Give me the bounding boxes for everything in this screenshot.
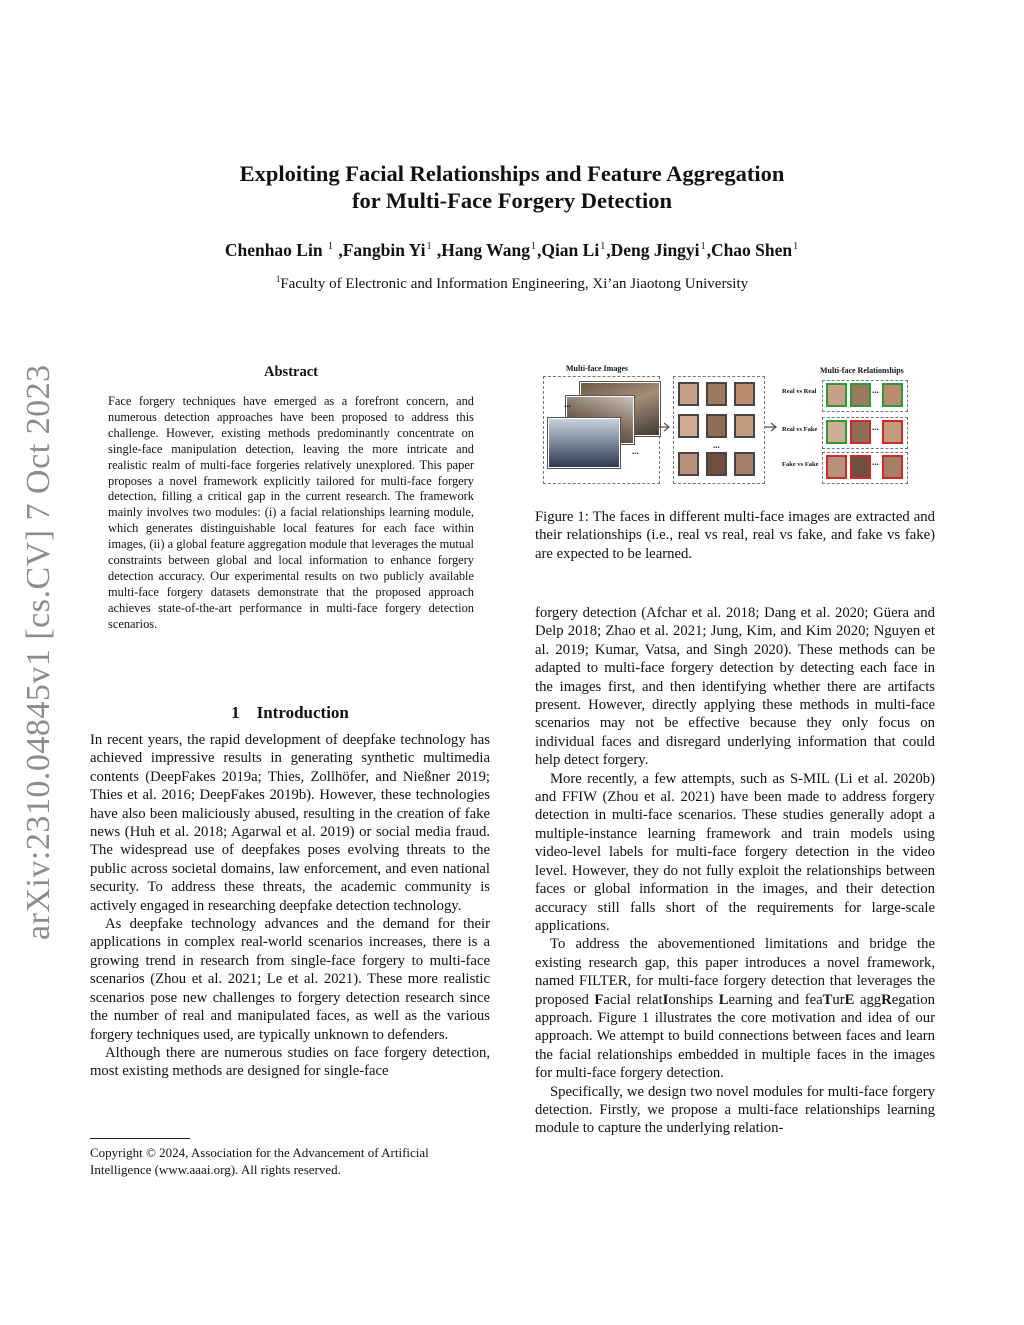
acronym-letter-l: L [718,991,729,1008]
acronym-letter-i: I [662,991,669,1008]
face-thumb [706,382,727,406]
face-thumb [734,414,755,438]
face-thumb [734,452,755,476]
arrow-right-icon [765,422,779,432]
right-paragraph-3: Specifically, we design two novel modules for multi-face forgery detection. Firstly, we propose a multi-face relationships learning module to capture the underlying relation- [535,1083,935,1137]
author-4-affil: 1 [600,241,606,252]
affiliation-text: Faculty of Electronic and Information Engineering, Xi’an Jiaotong University [280,276,749,292]
group-photo-1 [548,418,620,468]
ellipsis-2: ... [632,446,639,456]
author-2-affil: 1 [426,241,432,252]
abstract-heading: Abstract [264,364,318,380]
intro-paragraph-3: Although there are numerous studies on face forgery detection, most existing methods are designed for single-face [90,1044,490,1080]
author-list [0,240,1024,261]
section-heading-introduction [90,703,490,723]
affiliation [0,274,1024,293]
right-column [535,604,935,1138]
copyright-footnote [90,1144,490,1178]
author-3: ,Hang Wang [436,240,530,260]
author-3-affil: 1 [530,241,536,252]
affiliation-mark: 1 [275,274,281,284]
arxiv-identifier: arXiv:2310.04845v1 [cs.CV] 7 Oct 2023 [20,364,57,940]
ellipsis-5: ... [872,422,879,432]
p2-part-e: ur [832,991,845,1008]
ellipsis-3: ... [713,440,720,450]
figure-1-caption: Figure 1: The faces in different multi-face images are extracted and their relationships (i.e., real vs real, real vs fake, and fake vs fake) are expected to be learned. [535,509,935,562]
face-thumb [734,382,755,406]
right-paragraph-0: forgery detection (Afchar et al. 2018; Dang et al. 2020; Güera and Delp 2018; Zhao et al. 2021; Jung, Kim, and Kim 2020; Nguyen et al. 2019; Kumar, Vatsa, and Singh 2020). These methods can be adapted to multi-face forgery detection by detecting each face in the images first, and then identifying whether there are artifacts present. However, directly applying these methods in multi-face scenarios may not be effective because they only focus on individual faces and disregard underlying information that could help detect forgery. [535,605,935,769]
fake-face [850,455,871,479]
face-thumb [678,382,699,406]
acronym-letter-r: R [881,991,892,1008]
intro-paragraph-1: In recent years, the rapid development of deepfake technology has achieved impressive results in generating synthetic multimedia contents (DeepFakes 2019a; Thies, Zollhöfer, and Nießner 2019; Thies et al. 2016; DeepFakes 2019b). However, these technologies have also been maliciously abused, resulting in the creation of fake news (Huh et al. 2018; Agarwal et al. 2019) or social media fraud. The widespread use of deepfakes poses evolving threats to the public across societal domains, law enforcement, and even national security. To address these threats, the academic community is actively engaged in researching deepfake detection technology. [90,732,490,914]
pair-label-real-vs-real: Real vs Real [782,388,817,395]
fake-face [882,455,903,479]
p2-part-c: onships [668,991,719,1008]
face-thumb [678,414,699,438]
author-5-affil: 1 [700,241,706,252]
acronym-letter-e: E [844,991,855,1008]
p2-part-b: acial relat [603,991,663,1008]
paper-title [0,160,1024,214]
p2-part-g: egation approach. Figure 1 illustrates the core motivation and idea of our approach. We attempt to build connections between faces and learn the facial relationships embedded in multiple faces in the images for multi-face forgery detection. [535,991,935,1082]
real-face [826,383,847,407]
intro-paragraph-2: As deepfake technology advances and the demand for their applications in complex real-world scenarios increases, there is a growing trend in research from single-face forgery to multi-face scenarios (Zhou et al. 2021; Le et al. 2021). These more realistic scenarios pose new challenges to forgery detection research since the number of real and manipulated faces, as well as the various forgery techniques used, are typically unknown to defenders. [90,916,490,1043]
real-face [850,383,871,407]
acronym-letter-t: T [822,991,833,1008]
author-6-affil: 1 [793,241,799,252]
ellipsis-6: ... [872,457,879,467]
face-thumb [706,414,727,438]
left-column [90,731,490,1081]
face-thumb [678,452,699,476]
figure-label-relationships: Multi-face Relationships [820,366,904,375]
figure-label-multi-face-images: Multi-face Images [566,364,628,373]
acronym-letter-f: F [594,991,604,1008]
right-paragraph-1: More recently, a few attempts, such as S-MIL (Li et al. 2020b) and FFIW (Zhou et al. 2021) have been made to address forgery detection in multi-face scenarios. These studies generally adopt a multiple-instance learning framework and train models using video-level labels for multi-face forgery detection in the video level. However, they do not fully exploit the relationships between faces or global information in the images, and their detection accuracy still falls short of the requirements for large-scale applications. [535,770,935,934]
p2-part-d: earning and fea [728,991,823,1008]
fake-face [826,455,847,479]
author-4: ,Qian Li [536,240,600,260]
ellipsis-4: ... [872,385,879,395]
footnote-line-1: Copyright © 2024, Association for the Advancement of Artificial [90,1145,429,1160]
right-paragraph-2 [535,935,935,1082]
face-thumb [706,452,727,476]
ellipsis-1: ... [564,399,571,409]
p2-part-a: To address the abovementioned limitations and bridge the existing research gap, this paper introduces a novel framework, named FILTER, for multi-face forgery detection that leverages the proposed [535,936,935,1008]
author-2: ,Fangbin Yi [338,240,426,260]
section-title: Introduction [256,703,349,722]
pair-label-fake-vs-fake: Fake vs Fake [782,461,819,468]
author-1-affil: 1 [327,241,333,252]
section-number: 1 [231,703,240,722]
fake-face [882,420,903,444]
footnote-line-2: Intelligence (www.aaai.org). All rights reserved. [90,1162,341,1177]
p2-part-f: agg [854,991,882,1008]
title-line-1: Exploiting Facial Relationships and Feature Aggregation [239,161,785,186]
title-line-2: for Multi-Face Forgery Detection [351,188,673,213]
author-5: ,Deng Jingyi [606,240,700,260]
figure-1 [540,362,935,492]
abstract-text: Face forgery techniques have emerged as a forefront concern, and numerous detection approaches have been proposed to address this challenge. However, existing methods predominantly concentrate on single-face manipulation detection, leaving the more intricate and realistic realm of multi-face forgeries relatively unexplored. This paper proposes a novel framework explicitly tailored for multi-face forgery detection, filling a critical gap in the current research. The framework mainly involves two modules: (i) a facial relationships learning module, which generates distinguishable local features for each face within images, (ii) a global feature aggregation module that leverages the mutual constraints between global and local information to enhance forgery detection accuracy. Our experimental results on two publicly available multi-face forgery datasets demonstrate that the proposed approach achieves state-of-the-art performance in multi-face forgery detection scenarios. [108,394,474,631]
arrow-right-icon [658,422,672,432]
pair-label-real-vs-fake: Real vs Fake [782,426,818,433]
footnote-rule [90,1138,190,1139]
author-6: ,Chao Shen [706,240,793,260]
real-face [882,383,903,407]
real-face [826,420,847,444]
author-1: Chenhao Lin [224,240,323,260]
fake-face [850,420,871,444]
